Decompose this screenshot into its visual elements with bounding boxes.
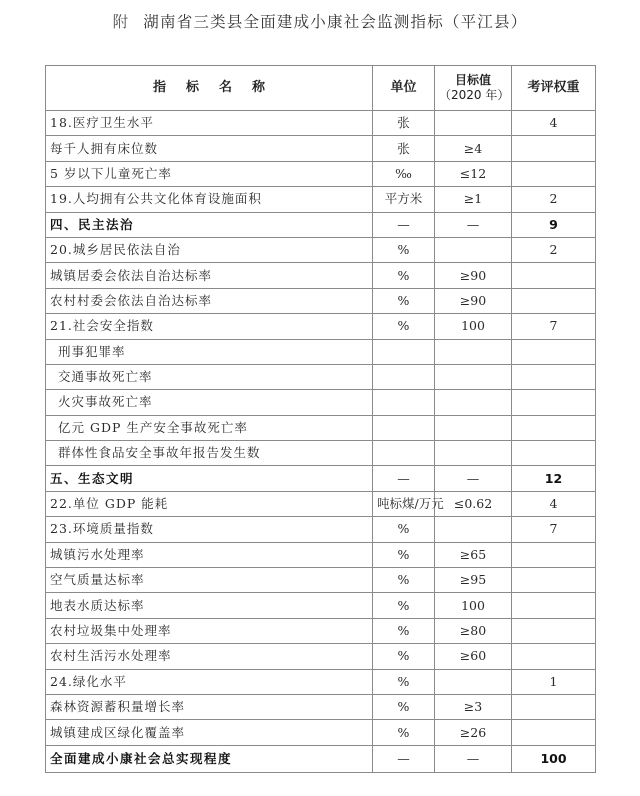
target-cell: — [435,212,512,237]
target-cell [435,415,512,440]
weight-cell: 1 [512,669,596,694]
target-cell: ≥1 [435,187,512,212]
table-row [46,339,596,364]
unit-cell: % [373,517,435,542]
target-cell: ≥26 [435,720,512,745]
target-cell [435,390,512,415]
target-cell: — [435,745,512,772]
unit-cell [373,364,435,389]
indicator-name-cell: 18.医疗卫生水平 [46,111,373,136]
indicator-name-cell: 农村村委会依法自治达标率 [46,288,373,313]
weight-cell [512,618,596,643]
target-cell: ≥60 [435,644,512,669]
indicator-name-cell: 21.社会安全指数 [46,314,373,339]
indicator-name-cell: 亿元 GDP 生产安全事故死亡率 [46,415,373,440]
indicator-name-cell: 空气质量达标率 [46,568,373,593]
target-cell: ≥90 [435,288,512,313]
indicator-name-cell: 群体性食品安全事故年报告发生数 [46,441,373,466]
document-title [0,10,640,32]
indicator-name-cell: 20.城乡居民依法自治 [46,237,373,262]
weight-cell [512,390,596,415]
indicator-name-cell: 5 岁以下儿童死亡率 [46,161,373,186]
target-cell [435,111,512,136]
header-target: 目标值 （2020 年） [435,66,512,111]
table-row [46,491,596,516]
target-cell [435,237,512,262]
target-cell: ≥3 [435,694,512,719]
unit-cell: % [373,542,435,567]
indicator-name-cell: 农村垃圾集中处理率 [46,618,373,643]
unit-cell: % [373,263,435,288]
target-cell: ≥95 [435,568,512,593]
indicator-name-cell: 24.绿化水平 [46,669,373,694]
weight-cell [512,364,596,389]
table-row [46,644,596,669]
weight-cell [512,593,596,618]
target-cell: 100 [435,314,512,339]
indicator-name-cell: 森林资源蓄积量增长率 [46,694,373,719]
weight-cell: 7 [512,517,596,542]
indicator-name-cell: 农村生活污水处理率 [46,644,373,669]
weight-cell [512,542,596,567]
table-header-row [46,66,596,111]
title-text: 湖南省三类县全面建成小康社会监测指标（平江县） [143,13,528,31]
table-row [46,390,596,415]
table-row [46,441,596,466]
table-row [46,415,596,440]
target-cell: ≥4 [435,136,512,161]
weight-cell: 4 [512,111,596,136]
indicator-name-cell: 五、生态文明 [46,466,373,491]
weight-cell [512,161,596,186]
section-row [46,466,596,491]
target-cell: ≥90 [435,263,512,288]
total-row [46,745,596,772]
target-cell: ≤0.62 [435,491,512,516]
target-cell [435,441,512,466]
indicator-name-cell: 地表水质达标率 [46,593,373,618]
appendix-label: 附 [112,13,130,31]
indicator-name-cell: 19.人均拥有公共文化体育设施面积 [46,187,373,212]
table-row [46,263,596,288]
indicator-name-cell: 城镇污水处理率 [46,542,373,567]
weight-cell [512,694,596,719]
table-row [46,517,596,542]
table-row [46,593,596,618]
indicator-name-cell: 每千人拥有床位数 [46,136,373,161]
weight-cell: 2 [512,187,596,212]
unit-cell [373,415,435,440]
unit-cell [373,339,435,364]
target-cell [435,364,512,389]
unit-cell: % [373,568,435,593]
table-body [46,111,596,773]
weight-cell: 2 [512,237,596,262]
unit-cell: 张 [373,111,435,136]
header-weight: 考评权重 [512,66,596,111]
target-cell: 100 [435,593,512,618]
weight-cell: 7 [512,314,596,339]
indicator-name-cell: 城镇居委会依法自治达标率 [46,263,373,288]
weight-cell [512,263,596,288]
weight-cell: 9 [512,212,596,237]
indicator-name-cell: 四、民主法治 [46,212,373,237]
unit-cell: % [373,694,435,719]
table-row [46,694,596,719]
table-row [46,288,596,313]
unit-cell: % [373,720,435,745]
table-row [46,542,596,567]
weight-cell [512,644,596,669]
table-row [46,187,596,212]
target-cell [435,339,512,364]
weight-cell [512,720,596,745]
table-row [46,568,596,593]
weight-cell [512,441,596,466]
table-row [46,237,596,262]
unit-cell: 吨标煤/万元 [373,491,435,516]
table-row [46,111,596,136]
table-row [46,161,596,186]
table-row [46,136,596,161]
header-indicator-name: 指 标 名 称 [46,66,373,111]
table-row [46,314,596,339]
weight-cell [512,415,596,440]
table-row [46,669,596,694]
indicator-table [45,65,596,773]
table-row [46,720,596,745]
unit-cell: 张 [373,136,435,161]
weight-cell: 100 [512,745,596,772]
indicator-name-cell: 全面建成小康社会总实现程度 [46,745,373,772]
weight-cell [512,136,596,161]
unit-cell [373,390,435,415]
target-cell [435,669,512,694]
indicator-name-cell: 刑事犯罪率 [46,339,373,364]
indicator-name-cell: 23.环境质量指数 [46,517,373,542]
weight-cell [512,339,596,364]
unit-cell: — [373,466,435,491]
unit-cell: % [373,288,435,313]
unit-cell: % [373,237,435,262]
indicator-name-cell: 22.单位 GDP 能耗 [46,491,373,516]
unit-cell [373,441,435,466]
unit-cell: — [373,745,435,772]
unit-cell: — [373,212,435,237]
target-cell [435,517,512,542]
unit-cell: % [373,644,435,669]
unit-cell: % [373,593,435,618]
unit-cell: % [373,669,435,694]
section-row [46,212,596,237]
header-unit: 单位 [373,66,435,111]
target-cell: ≥65 [435,542,512,567]
weight-cell [512,288,596,313]
target-cell: — [435,466,512,491]
indicator-name-cell: 火灾事故死亡率 [46,390,373,415]
indicator-name-cell: 城镇建成区绿化覆盖率 [46,720,373,745]
target-cell: ≤12 [435,161,512,186]
table-row [46,618,596,643]
weight-cell: 4 [512,491,596,516]
unit-cell: ‰ [373,161,435,186]
target-cell: ≥80 [435,618,512,643]
unit-cell: % [373,618,435,643]
weight-cell: 12 [512,466,596,491]
unit-cell: 平方米 [373,187,435,212]
unit-cell: % [373,314,435,339]
weight-cell [512,568,596,593]
table-row [46,364,596,389]
indicator-name-cell: 交通事故死亡率 [46,364,373,389]
